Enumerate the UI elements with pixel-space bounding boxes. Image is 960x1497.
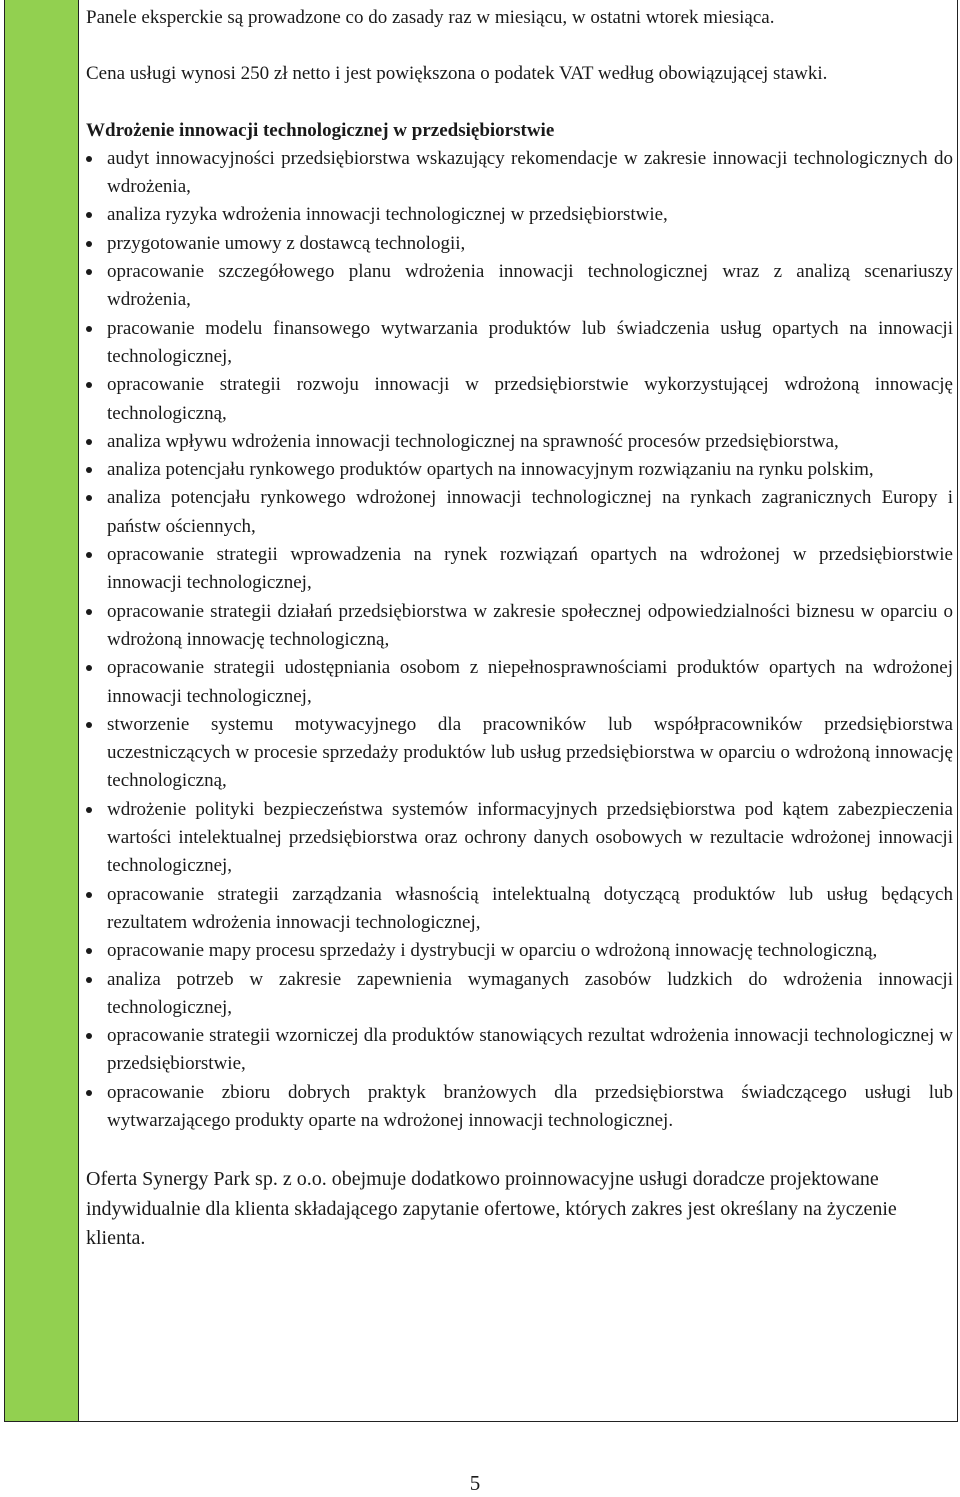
list-item: przygotowanie umowy z dostawcą technologii,: [86, 230, 953, 258]
bullet-icon: [86, 241, 92, 247]
bullet-icon: [86, 495, 92, 501]
main-content: [79, 0, 957, 1421]
list-item: opracowanie strategii działań przedsiębiorstwa w zakresie społecznej odpowiedzialności biznesu w oparciu o wdrożoną innowację technologiczną,: [86, 598, 953, 655]
bullet-icon: [86, 439, 92, 445]
list-item: opracowanie strategii wprowadzenia na rynek rozwiązań opartych na wdrożonej w przedsiębiorstwie innowacji technologicznej,: [86, 541, 953, 598]
list-item: wdrożenie polityki bezpieczeństwa systemów informacyjnych przedsiębiorstwa pod kątem zabezpieczenia wartości intelektualnej przedsiębiorstwa oraz ochrony danych osobowych w rezultacie wdrożonej innowacji technologicznej,: [86, 796, 953, 881]
list-item: opracowanie strategii udostępniania osobom z niepełnosprawnościami produktów opartych na wdrożonej innowacji technologicznej,: [86, 654, 953, 711]
page-number: 5: [469, 1471, 481, 1495]
bullet-icon: [86, 467, 92, 473]
list-item: pracowanie modelu finansowego wytwarzania produktów lub świadczenia usług opartych na innowacji technologicznej,: [86, 315, 953, 372]
bullet-icon: [86, 892, 92, 898]
list-item: opracowanie szczegółowego planu wdrożenia innowacji technologicznej wraz z analizą scenariuszy wdrożenia,: [86, 258, 953, 315]
list-item: opracowanie zbioru dobrych praktyk branżowych dla przedsiębiorstwa świadczącego usługi lub wytwarzającego produkty oparte na wdrożonej innowacji technologicznej.: [86, 1079, 953, 1136]
list-item: opracowanie strategii rozwoju innowacji w przedsiębiorstwie wykorzystującej wdrożoną innowację technologiczną,: [86, 371, 953, 428]
bullet-icon: [86, 722, 92, 728]
list-item: analiza potencjału rynkowego produktów opartych na innowacyjnym rozwiązaniu na rynku polskim,: [86, 456, 953, 484]
list-item: opracowanie mapy procesu sprzedaży i dystrybucji w oparciu o wdrożoną innowację technologiczną,: [86, 937, 953, 965]
bullet-icon: [86, 552, 92, 558]
bullet-icon: [86, 1090, 92, 1096]
intro-paragraph-2: Cena usługi wynosi 250 zł netto i jest powiększona o podatek VAT według obowiązującej stawki.: [86, 63, 828, 85]
bullet-icon: [86, 609, 92, 615]
list-item: opracowanie strategii zarządzania własnością intelektualną dotyczącą produktów lub usług będących rezultatem wdrożenia innowacji technologicznej,: [86, 881, 953, 938]
offer-paragraph: Oferta Synergy Park sp. z o.o. obejmuje dodatkowo proinnowacyjne usługi doradcze projektowane indywidualnie dla klienta składającego zapytanie ofertowe, których zakres jest określany na życzenie klienta.: [86, 1168, 897, 1250]
list-item: audyt innowacyjności przedsiębiorstwa wskazujący rekomendacje w zakresie innowacji technologicznych do wdrożenia,: [86, 145, 953, 202]
bullet-icon: [86, 1033, 92, 1039]
list-item: stworzenie systemu motywacyjnego dla pracowników lub współpracowników przedsiębiorstwa uczestniczących w procesie sprzedaży produktów lub usług przedsiębiorstwa w oparciu o wdrożoną innowację technologiczną,: [86, 711, 953, 796]
list-item: analiza wpływu wdrożenia innowacji technologicznej na sprawność procesów przedsiębiorstwa,: [86, 428, 953, 456]
bullet-icon: [86, 326, 92, 332]
service-list: [86, 145, 953, 1135]
list-item: opracowanie strategii wzorniczej dla produktów stanowiących rezultat wdrożenia innowacji technologicznej w przedsiębiorstwie,: [86, 1022, 953, 1079]
list-item: analiza potrzeb w zakresie zapewnienia wymaganych zasobów ludzkich do wdrożenia innowacji technologicznej,: [86, 966, 953, 1023]
bullet-icon: [86, 977, 92, 983]
bullet-icon: [86, 382, 92, 388]
intro-paragraph-1: Panele eksperckie są prowadzone co do zasady raz w miesiącu, w ostatni wtorek miesiąca.: [86, 7, 775, 28]
green-sidebar: [5, 0, 79, 1421]
bullet-icon: [86, 212, 92, 218]
bullet-icon: [86, 665, 92, 671]
list-item: analiza ryzyka wdrożenia innowacji technologicznej w przedsiębiorstwie,: [86, 201, 953, 229]
content-frame: [4, 0, 958, 1422]
section-heading: Wdrożenie innowacji technologicznej w przedsiębiorstwie: [86, 119, 555, 141]
bullet-icon: [86, 156, 92, 162]
bullet-icon: [86, 269, 92, 275]
bullet-icon: [86, 807, 92, 813]
bullet-icon: [86, 948, 92, 954]
list-item: analiza potencjału rynkowego wdrożonej innowacji technologicznej na rynkach zagranicznych Europy i państw ościennych,: [86, 484, 953, 541]
